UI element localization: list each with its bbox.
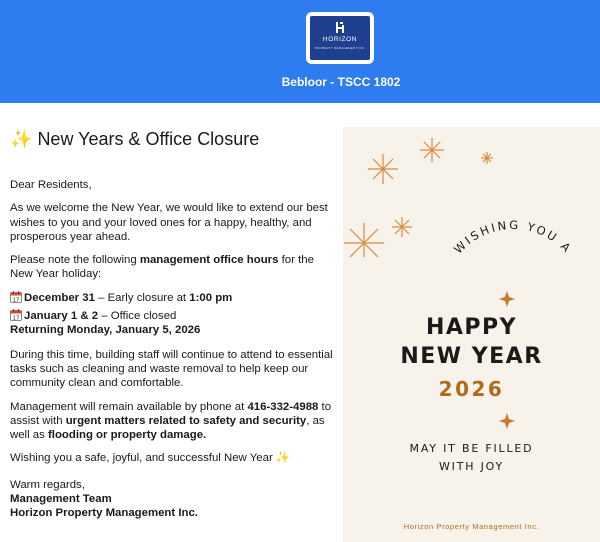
new-year-text: NEW YEAR	[400, 344, 543, 369]
intro-paragraph: As we welcome the New Year, we would like to extend our best wishes to you and your loved ones for a happy, healthy, and prosperous year ahead.	[10, 202, 328, 243]
schedule-list	[10, 291, 338, 338]
filled-line-2: WITH JOY	[438, 460, 505, 473]
email-title	[10, 128, 338, 150]
title-text: New Years & Office Closure	[37, 129, 260, 149]
hours-paragraph: Please note the following management office hours for the New Year holiday:	[10, 254, 314, 281]
signature-company: Horizon Property Management Inc.	[10, 507, 198, 520]
building-logo-icon	[336, 22, 344, 33]
email-body	[10, 128, 338, 530]
filled-line-1: MAY IT BE FILLED	[409, 442, 534, 455]
year-text: 2026	[438, 377, 505, 401]
svg-text:17: 17	[12, 297, 20, 303]
wishing-text: WISHING YOU A	[450, 217, 576, 257]
svg-text:17: 17	[12, 315, 20, 322]
company-logo	[306, 12, 374, 64]
logo-name: HORIZON	[322, 36, 358, 43]
new-year-card	[343, 127, 600, 542]
building-name: Bebloor - TSCC 1802	[281, 75, 401, 89]
card-footer-company: Horizon Property Management Inc.	[403, 522, 540, 531]
email-header	[0, 0, 600, 103]
regards: Warm regards,	[10, 478, 85, 491]
calendar-icon	[10, 291, 22, 303]
phone-number: 416-332-4988	[247, 400, 319, 413]
returning-date: Returning Monday, January 5, 2026	[10, 324, 201, 337]
wish-paragraph: Wishing you a safe, joyful, and successful New Year ✨	[10, 452, 291, 465]
sparkles-icon: ✨	[10, 129, 33, 149]
schedule-item-dec31: 17 December 31 – Early closure at 1:00 pm	[10, 291, 338, 305]
signature	[10, 478, 338, 521]
schedule-item-jan1-2: 17 January 1 & 2 – Office closed	[10, 309, 338, 323]
calendar-icon	[10, 309, 22, 321]
happy-text: HAPPY	[425, 315, 518, 340]
staff-paragraph: During this time, building staff will continue to attend to essential tasks such as cleaning and waste removal to help keep our community clean and comfortable.	[10, 348, 333, 390]
sparkles-icon: ✨	[275, 452, 291, 465]
logo-subtitle: PROPERTY MANAGEMENT INC.	[314, 46, 366, 50]
signature-team: Management Team	[10, 493, 112, 506]
management-paragraph: Management will remain available by phone at 416-332-4988 to assist with urgent matters related to safety and security, as well as flooding or property damage.	[10, 400, 332, 442]
greeting: Dear Residents,	[10, 179, 92, 191]
